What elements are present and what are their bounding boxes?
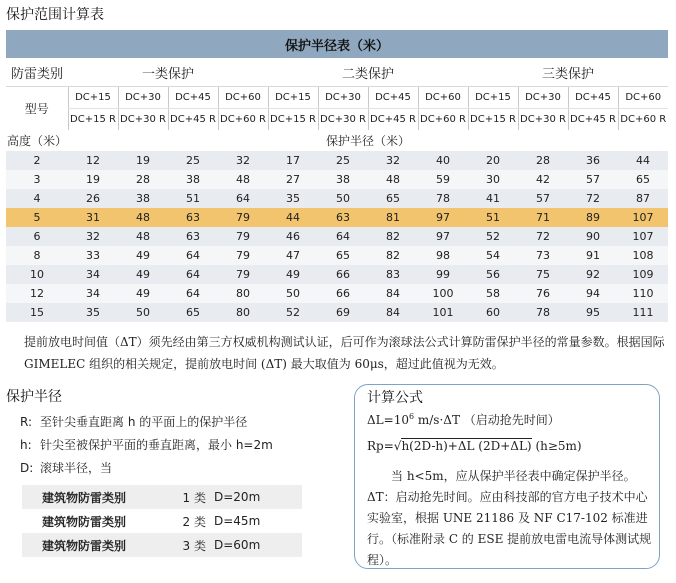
radius-cell: 49 (118, 246, 168, 265)
radius-cell: 72 (568, 189, 618, 208)
radius-cell: 12 (68, 151, 118, 170)
radius-cell: 80 (218, 303, 268, 322)
radius-cell: 36 (568, 151, 618, 170)
radius-cell: 111 (618, 303, 668, 322)
radius-cell: 44 (618, 151, 668, 170)
radius-cell: 40 (418, 151, 468, 170)
radius-cell: 20 (468, 151, 518, 170)
radius-cell: 49 (268, 265, 318, 284)
table-row (6, 227, 668, 246)
radius-cell: 57 (568, 170, 618, 189)
radius-cell: 34 (68, 284, 118, 303)
radius-cell: 91 (568, 246, 618, 265)
radius-cell: 35 (68, 303, 118, 322)
radius-cell: 41 (468, 189, 518, 208)
model-r-cell: DC+45 R (168, 109, 218, 131)
radius-definitions (20, 411, 273, 480)
radius-cell: 64 (318, 227, 368, 246)
radius-cell: 87 (618, 189, 668, 208)
radius-cell: 97 (418, 227, 468, 246)
radius-cell: 35 (268, 189, 318, 208)
radius-cell: 49 (118, 265, 168, 284)
height-label: 高度（米） (6, 134, 67, 148)
radius-cell: 92 (568, 265, 618, 284)
sqrt-symbol: √ (393, 439, 402, 453)
radius-cell: 46 (268, 227, 318, 246)
radius-cell: 30 (468, 170, 518, 189)
radius-cell: 94 (568, 284, 618, 303)
radius-cell: 84 (368, 284, 418, 303)
radius-section-title: 保护半径 (6, 389, 62, 405)
table-row (6, 246, 668, 265)
table-title: 保护半径表（米） (6, 30, 668, 58)
calc-title: 计算公式 (367, 390, 423, 406)
class-3-header: 三类保护 (468, 58, 668, 87)
calc-notes (367, 466, 657, 571)
calc-line-delta-t: ΔT：启动抢先时间。应由科技部的官方电子技术中心实验室，根据 UNE 21186 及 NF C17-102 标准进行。（标准附录 C 的 ESE 提前放电雷电流导体测试规程）。 (367, 490, 652, 567)
radius-cell: 107 (618, 227, 668, 246)
table-row (6, 151, 668, 170)
radius-cell: 65 (618, 170, 668, 189)
radius-cell: 64 (168, 246, 218, 265)
model-r-cell: DC+30 R (118, 109, 168, 131)
radius-cell: 38 (118, 189, 168, 208)
radius-cell: 47 (268, 246, 318, 265)
radius-cell: 17 (268, 151, 318, 170)
radius-cell: 51 (468, 208, 518, 227)
radius-cell: 64 (168, 265, 218, 284)
radius-cell: 57 (518, 189, 568, 208)
radius-cell: 63 (168, 227, 218, 246)
radius-cell: 27 (268, 170, 318, 189)
radius-cell: 72 (518, 227, 568, 246)
model-r-cell: DC+45 R (568, 109, 618, 131)
formula-rp: Rp=√h(2D-h)+ΔL (2D+ΔL) (h≥5m) (367, 439, 582, 453)
radius-cell: 63 (318, 208, 368, 227)
radius-cell: 99 (418, 265, 468, 284)
sqrt-radicand: h(2D-h)+ΔL (2D+ΔL) (401, 439, 532, 453)
height-cell: 12 (6, 284, 68, 303)
model-r-cell: DC+60 R (618, 109, 668, 131)
class-1-header: 一类保护 (68, 58, 268, 87)
height-cell: 4 (6, 189, 68, 208)
radius-cell: 65 (318, 246, 368, 265)
radius-cell: 64 (218, 189, 268, 208)
radius-cell: 79 (218, 265, 268, 284)
lightning-class-label: 防雷类别 (6, 58, 68, 87)
radius-cell: 82 (368, 227, 418, 246)
radius-cell: 50 (118, 303, 168, 322)
model-cell: DC+45 (168, 87, 218, 109)
definition-h: h: 针尖至被保护平面的垂直距离，最小 h=2m (20, 438, 273, 452)
radius-cell: 75 (518, 265, 568, 284)
radius-cell: 48 (368, 170, 418, 189)
definition-d: D: 滚球半径，当 (20, 461, 113, 475)
radius-cell: 52 (268, 303, 318, 322)
model-r-cell: DC+30 R (518, 109, 568, 131)
table-row (6, 208, 668, 227)
radius-cell: 25 (318, 151, 368, 170)
radius-cell: 32 (218, 151, 268, 170)
radius-cell: 84 (368, 303, 418, 322)
radius-cell: 32 (68, 227, 118, 246)
radius-cell: 50 (318, 189, 368, 208)
radius-cell: 98 (418, 246, 468, 265)
radius-cell: 97 (418, 208, 468, 227)
radius-cell: 42 (518, 170, 568, 189)
radius-cell: 66 (318, 265, 368, 284)
height-cell: 2 (6, 151, 68, 170)
building-row: 建筑物防雷类别 2 类 D=45m (22, 509, 302, 533)
radius-cell: 82 (368, 246, 418, 265)
model-cell: DC+30 (118, 87, 168, 109)
model-r-cell: DC+60 R (418, 109, 468, 131)
radius-cell: 110 (618, 284, 668, 303)
note-paragraph: 提前放电时间值（ΔT）须先经由第三方权威机构测试认证，后可作为滚球法公式计算防雷保护半径的常量参数。根据国际 GIMELEC 组织的相关规定，提前放电时间 (ΔT) 最大取值为 60μs，超过此值视为无效。 (24, 335, 665, 371)
radius-cell: 73 (518, 246, 568, 265)
height-cell: 15 (6, 303, 68, 322)
table-row (6, 189, 668, 208)
definition-r: R: 至针尖垂直距离 h 的平面上的保护半径 (20, 415, 248, 429)
table-row (6, 284, 668, 303)
radius-cell: 83 (368, 265, 418, 284)
model-r-cell: DC+15 R (268, 109, 318, 131)
height-cell: 3 (6, 170, 68, 189)
model-cell: DC+30 (518, 87, 568, 109)
height-cell: 5 (6, 208, 68, 227)
building-row: 建筑物防雷类别 3 类 D=60m (22, 533, 302, 557)
radius-cell: 107 (618, 208, 668, 227)
model-cell: DC+45 (368, 87, 418, 109)
radius-cell: 64 (168, 284, 218, 303)
radius-cell: 28 (118, 170, 168, 189)
model-r-cell: DC+15 R (468, 109, 518, 131)
radius-cell: 38 (318, 170, 368, 189)
model-label: 型号 (24, 102, 49, 116)
protection-radius-table (6, 30, 668, 322)
building-class-table (22, 485, 302, 557)
model-r-cell: DC+30 R (318, 109, 368, 131)
table-row (6, 303, 668, 322)
model-cell: DC+15 (468, 87, 518, 109)
radius-cell: 90 (568, 227, 618, 246)
radius-cell: 28 (518, 151, 568, 170)
model-r-cell: DC+15 R (68, 109, 118, 131)
radius-cell: 25 (168, 151, 218, 170)
table-row (6, 170, 668, 189)
model-cell: DC+60 (418, 87, 468, 109)
radius-cell: 76 (518, 284, 568, 303)
model-cell: DC+60 (218, 87, 268, 109)
calc-line-h-less-5: 当 h<5m，应从保护半径表中确定保护半径。 (391, 469, 636, 483)
radius-cell: 19 (118, 151, 168, 170)
radius-cell: 63 (168, 208, 218, 227)
radius-cell: 109 (618, 265, 668, 284)
model-cell: DC+60 (618, 87, 668, 109)
radius-cell: 48 (118, 227, 168, 246)
height-cell: 10 (6, 265, 68, 284)
model-cell: DC+15 (268, 87, 318, 109)
radius-cell: 66 (318, 284, 368, 303)
radius-cell: 79 (218, 246, 268, 265)
radius-cell: 34 (68, 265, 118, 284)
radius-cell: 80 (218, 284, 268, 303)
radius-cell: 95 (568, 303, 618, 322)
radius-cell: 26 (68, 189, 118, 208)
radius-cell: 79 (218, 227, 268, 246)
model-r-cell: DC+60 R (218, 109, 268, 131)
model-cell: DC+45 (568, 87, 618, 109)
height-cell: 8 (6, 246, 68, 265)
model-cell: DC+15 (68, 87, 118, 109)
radius-cell: 108 (618, 246, 668, 265)
radius-cell: 33 (68, 246, 118, 265)
radius-cell: 48 (118, 208, 168, 227)
building-row: 建筑物防雷类别 1 类 D=20m (22, 485, 302, 509)
radius-cell: 71 (518, 208, 568, 227)
radius-cell: 65 (368, 189, 418, 208)
radius-cell: 38 (168, 170, 218, 189)
radius-cell: 65 (168, 303, 218, 322)
radius-cell: 78 (418, 189, 468, 208)
formula-delta-l: $\Delta L=10^6$ m/s·ΔT （启动抢先时间） (367, 412, 560, 427)
page-title: 保护范围计算表 (6, 7, 104, 23)
table-row (6, 265, 668, 284)
radius-cell: 32 (368, 151, 418, 170)
model-r-cell: DC+45 R (368, 109, 418, 131)
radius-cell: 100 (418, 284, 468, 303)
radius-cell: 78 (518, 303, 568, 322)
radius-cell: 69 (318, 303, 368, 322)
radius-cell: 54 (468, 246, 518, 265)
radius-cell: 19 (68, 170, 118, 189)
radius-cell: 89 (568, 208, 618, 227)
radius-cell: 44 (268, 208, 318, 227)
height-cell: 6 (6, 227, 68, 246)
radius-label: 保护半径（米） (326, 134, 411, 148)
radius-cell: 59 (418, 170, 468, 189)
model-cell: DC+30 (318, 87, 368, 109)
radius-cell: 60 (468, 303, 518, 322)
class-2-header: 二类保护 (268, 58, 468, 87)
radius-cell: 52 (468, 227, 518, 246)
radius-cell: 101 (418, 303, 468, 322)
radius-cell: 50 (268, 284, 318, 303)
radius-cell: 58 (468, 284, 518, 303)
radius-cell: 49 (118, 284, 168, 303)
radius-cell: 51 (168, 189, 218, 208)
radius-cell: 48 (218, 170, 268, 189)
radius-cell: 56 (468, 265, 518, 284)
radius-cell: 81 (368, 208, 418, 227)
radius-cell: 31 (68, 208, 118, 227)
radius-cell: 79 (218, 208, 268, 227)
